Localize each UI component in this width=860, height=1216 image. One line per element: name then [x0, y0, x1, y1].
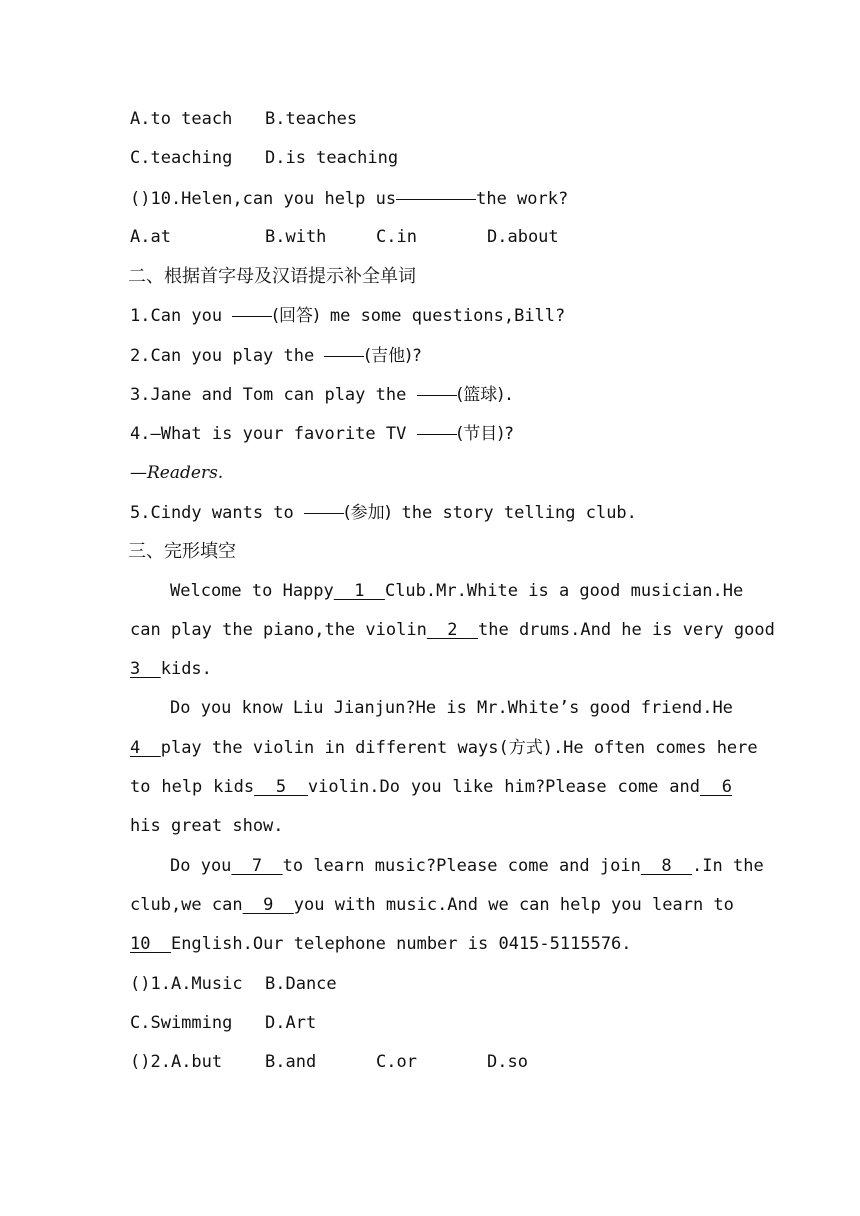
p1-line-2 — [130, 611, 775, 650]
p3-line-1 — [130, 847, 764, 886]
p2-line-1 — [130, 689, 732, 728]
s2-item-4-blank — [417, 414, 457, 435]
p1-line-3 — [130, 650, 732, 689]
q10-option-c: C.in — [376, 226, 417, 247]
blank-6: 6 — [700, 777, 732, 798]
q9-options-row-1 — [130, 100, 732, 139]
p3-line-3 — [130, 925, 732, 964]
s2-item-2 — [130, 336, 732, 375]
s2-item-1-pre: 1.Can you — [130, 306, 233, 327]
p3-text-a: Do you — [170, 855, 232, 876]
s2-item-5 — [130, 493, 732, 532]
q10-options-row — [130, 218, 732, 257]
p2-text-e: his great show. — [130, 816, 284, 837]
s2-item-2-blank — [324, 336, 364, 357]
q10-option-a: A.at — [130, 226, 171, 247]
p2-text-a: Do you know Liu Jianjun?He is Mr.White’s good friend.He — [170, 698, 733, 719]
blank-1: 1 — [333, 580, 385, 601]
p3-text-d: club,we can — [130, 894, 243, 915]
q9-option-a: A.to teach — [130, 109, 233, 129]
cloze-q1-option-a: A.Music — [170, 973, 243, 994]
s2-item-3-hint: (篮球) — [456, 385, 504, 406]
cloze-q1-row-2 — [130, 1004, 732, 1043]
section2-title: 二、根据首字母及汉语提示补全单词 — [128, 266, 416, 288]
s2-item-4 — [130, 414, 732, 453]
p3-text-c: .In the — [692, 855, 764, 876]
p2-text-b: play the violin in different ways(方式).He often comes here — [160, 737, 758, 758]
section3-title: 三、完形填空 — [128, 541, 236, 563]
s2-item-1-post: me some questions,Bill? — [319, 306, 566, 327]
q9-option-b: B.teaches — [265, 109, 358, 129]
cloze-q2-prefix-and-a — [130, 1043, 222, 1082]
q9-option-c: C.teaching — [130, 148, 233, 169]
s2-item-4-post: ? — [503, 424, 515, 445]
blank-4: 4 — [130, 737, 161, 758]
blank-10: 10 — [130, 934, 171, 955]
cloze-q2-option-b: B.and — [265, 1052, 317, 1073]
q10-suffix: the work? — [476, 188, 569, 209]
s2-item-4-answer: —Readers. — [130, 462, 224, 483]
s2-item-4-hint: (节目) — [456, 424, 504, 445]
s2-item-1-blank — [232, 296, 272, 317]
q10-option-b: B.with — [265, 226, 327, 247]
worksheet-page — [128, 100, 775, 1082]
s2-item-2-pre: 2.Can you play the — [130, 345, 325, 366]
q10-blank — [396, 179, 476, 200]
p3-line-2 — [130, 886, 732, 925]
p2-line-2 — [130, 729, 758, 768]
q9-options-row-2 — [130, 139, 732, 178]
s2-item-5-pre: 5.Cindy wants to — [130, 502, 304, 523]
cloze-q2-option-d: D.so — [487, 1052, 528, 1073]
s2-item-2-hint: (吉他) — [364, 345, 412, 366]
s2-item-1 — [130, 296, 732, 335]
blank-3: 3 — [130, 659, 161, 680]
blank-7: 7 — [231, 855, 283, 876]
blank-9: 9 — [242, 894, 294, 915]
s2-item-3-blank — [417, 375, 457, 396]
p2-line-4 — [130, 807, 732, 846]
blank-2: 2 — [426, 619, 478, 640]
s2-item-1-hint: (回答) — [272, 306, 320, 327]
cloze-q2-option-a: A.but — [170, 1052, 223, 1073]
p2-text-c: to help kids — [130, 777, 255, 798]
p3-text-e: you with music.And we can help you learn to — [293, 894, 734, 915]
cloze-q2-prefix: ()2. — [130, 1052, 171, 1073]
s2-item-3-pre: 3.Jane and Tom can play the — [130, 385, 417, 406]
blank-8: 8 — [640, 855, 693, 876]
cloze-q1-option-c: C.Swimming — [130, 1012, 233, 1033]
q10-question — [130, 179, 732, 218]
q10-option-d: D.about — [487, 226, 559, 247]
p1-line-1 — [130, 572, 744, 611]
p3-text-f: English.Our telephone number is 0415-5115576. — [170, 934, 632, 955]
q10-prefix: ()10.Helen,can you help us — [130, 188, 397, 209]
s2-item-2-post: ? — [411, 345, 422, 366]
cloze-q1-option-d: D.Art — [265, 1012, 317, 1033]
p3-text-b: to learn music?Please come and join — [282, 855, 641, 876]
s2-item-3 — [130, 375, 732, 414]
blank-5: 5 — [254, 777, 308, 798]
s2-item-5-blank — [304, 493, 344, 514]
p1-text-a: Welcome to Happy — [170, 580, 334, 601]
p1-text-e: the drums.And he is very good — [478, 619, 775, 640]
s2-item-4-pre: 4.—What is your favorite TV — [130, 424, 417, 445]
cloze-q1-option-b: B.Dance — [265, 973, 337, 994]
cloze-q2-row — [130, 1043, 732, 1082]
q9-option-d: D.is teaching — [265, 148, 399, 169]
s2-item-5-post: the story telling club. — [391, 502, 637, 523]
p2-text-d: violin.Do you like him?Please come and — [307, 777, 700, 798]
p2-line-3 — [130, 768, 732, 807]
p1-text-f: kids. — [160, 659, 212, 680]
s2-item-3-post: . — [503, 385, 515, 406]
s2-item-5-hint: (参加) — [344, 502, 392, 523]
cloze-q1-prefix-and-a — [130, 965, 243, 1004]
cloze-q2-option-c: C.or — [376, 1052, 417, 1073]
p1-text-d: can play the piano,the violin — [130, 619, 427, 640]
p1-text-c: Club.Mr.White is a good musician.He — [384, 580, 744, 601]
cloze-q1-row-1 — [130, 965, 732, 1004]
cloze-q1-prefix: ()1. — [130, 973, 171, 994]
